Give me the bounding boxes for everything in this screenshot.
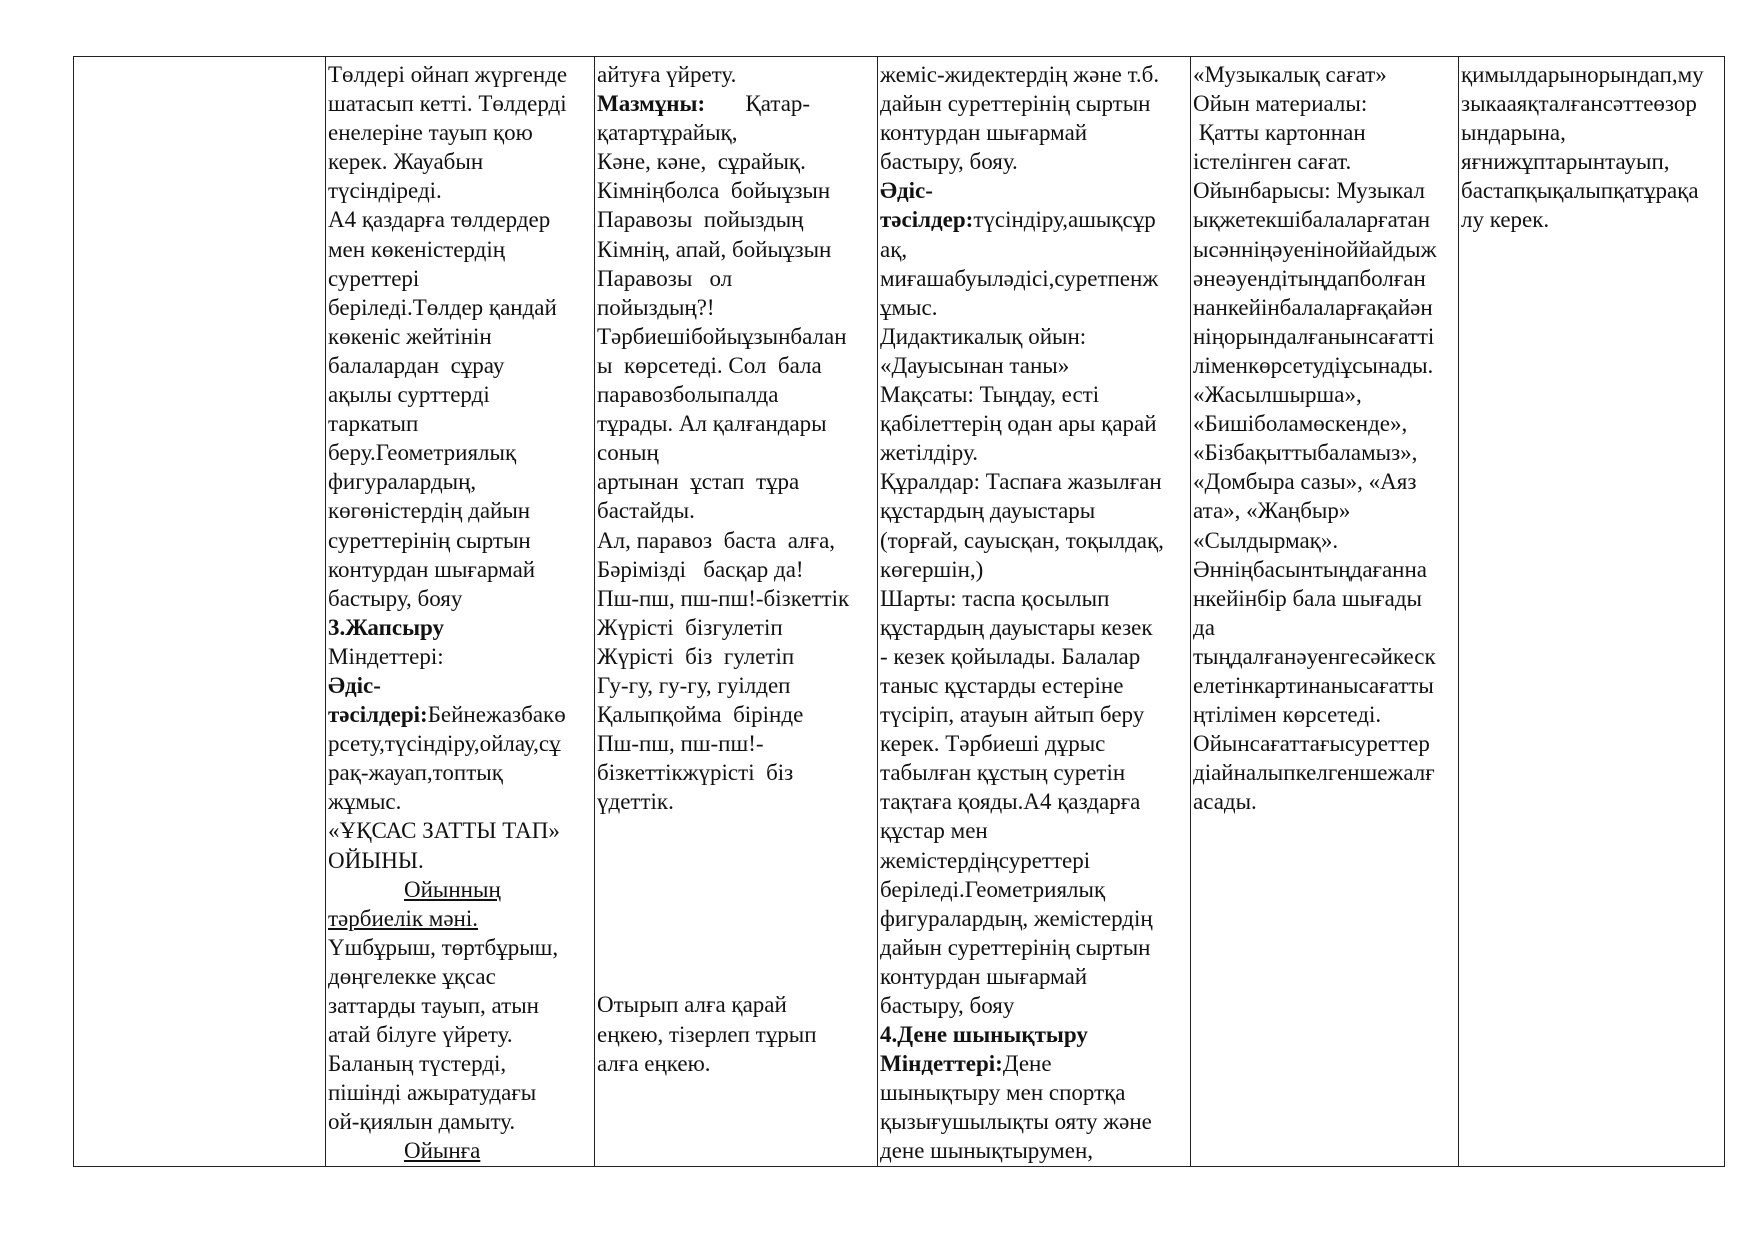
text-line: ңтілімен көрсетеді.	[1193, 702, 1382, 728]
text-line: контурдан шығармай	[328, 556, 536, 582]
text-block	[880, 235, 1190, 1021]
text-line: рақ-жауап,топтық	[328, 760, 503, 786]
spacer	[597, 816, 877, 990]
text-line: Тәрбиешібойыұзынбалан	[597, 323, 847, 349]
text-line: «Бишіболамөскенде»,	[1193, 411, 1408, 437]
text-line: тыңдалғанәуенгесәйкеск	[1193, 643, 1436, 669]
methods-label: Әдіс-	[328, 672, 381, 698]
text-line: Гу-гу, гу-гу, гуілдеп	[597, 672, 791, 698]
text-line: әнеәуендітыңдапболған	[1193, 265, 1426, 291]
section-heading: 4.Дене шынықтыру	[880, 1022, 1088, 1048]
tasks-label: Міндеттері:	[880, 1051, 1003, 1077]
text-line: үдеттік.	[597, 789, 674, 815]
text-line: Паравозы пойыздың	[597, 207, 804, 233]
text-line: Отырып алға қарай	[597, 992, 787, 1018]
text-line: Дидактикалық ойын:	[880, 323, 1087, 349]
text-line: ықжетекшібалаларғатан	[1193, 207, 1431, 233]
text-line: беріледі.Төлдер қандай	[328, 294, 557, 320]
text-line: шатасып кетті. Төлдерді	[328, 91, 567, 117]
text-line: «Музыкалық сағат»	[1193, 62, 1387, 87]
text-line: Ойынбарысы: Музыкал	[1193, 178, 1425, 204]
text-line: құстардың дауыстары	[880, 498, 1096, 524]
text-line: соның	[597, 440, 659, 466]
text-block	[328, 729, 594, 874]
text-line: (торғай, сауысқан, тоқылдақ,	[880, 527, 1164, 553]
text-block	[880, 60, 1190, 176]
text-line: тақтаға қояды.А4 қаздарға	[880, 789, 1141, 815]
text-line: Жүрісті біз гулетіп	[597, 643, 795, 669]
text-line: А4 қаздарға төлдердер	[328, 207, 551, 233]
text-line: ліменкөрсетудіұсынады.	[1193, 352, 1434, 378]
text-line: бастайды.	[597, 498, 695, 524]
text-line: - кезек қойылады. Балалар	[880, 643, 1141, 669]
text-line: Шарты: таспа қосылып	[880, 585, 1110, 611]
text-line: мен көкеністердің	[328, 236, 506, 262]
methods-label-cont: тәсілдер:	[880, 207, 974, 233]
text-line: ақ,	[880, 236, 908, 262]
text-line: Кәне, кәне, сұрайық.	[597, 149, 806, 175]
text-line: Әнніңбасынтыңдағанна	[1193, 556, 1427, 582]
text-block	[597, 990, 877, 1077]
text-line: атай білуге үйрету.	[328, 1022, 513, 1048]
text-line: бастыру, бояу	[880, 993, 1015, 1018]
text-line: «Сылдырмақ».	[1193, 527, 1339, 553]
text-line: көгершін,)	[880, 556, 984, 582]
text-line: «Дауысынан таны»	[880, 352, 1070, 378]
text-line: ысәнніңәуеніноййайдыж	[1193, 236, 1437, 262]
text-line: суреттері	[328, 265, 420, 291]
text-line: Паравозы ол	[597, 265, 733, 291]
text-line: елетінкартинанысағатты	[1193, 672, 1434, 698]
table-cell-activities-3	[595, 57, 878, 1167]
text-line: алға еңкею.	[597, 1050, 711, 1076]
text-line: нкейінбір бала шығады	[1193, 585, 1422, 611]
text-line: жұмыс.	[328, 789, 402, 815]
text-line: беру.Геометриялық	[328, 440, 517, 466]
text-line: қатартұрайық,	[597, 120, 738, 146]
text-line: беріледі.Геометриялық	[880, 876, 1106, 902]
text-line: Мақсаты: Тыңдау, есті	[880, 382, 1100, 408]
text-line: таркатып	[328, 411, 419, 437]
text-line: Пш-пш, пш-пш!-бізкеттік	[597, 585, 850, 611]
text-line: Кімніңболса бойыұзын	[597, 178, 831, 204]
text-line: пішінді ажыратудағы	[328, 1080, 537, 1106]
text-line: паравозболыпалда	[597, 382, 779, 408]
text-line: ата», «Жаңбыр»	[1193, 498, 1351, 524]
text-line: жетілдіру.	[880, 440, 978, 466]
text-line: керек. Тәрбиеші дұрыс	[880, 731, 1106, 757]
text-line: көгөністердің дайын	[328, 498, 531, 524]
text-line: зыкааяқталғансәттеөзор	[1461, 91, 1697, 117]
text-line: рсету,түсіндіру,ойлау,сұ	[328, 731, 561, 757]
text-line: шынықтыру мен спортқа	[880, 1080, 1126, 1106]
table-cell-activities-6	[1459, 57, 1725, 1167]
text-line: асады.	[1193, 789, 1257, 815]
text-line: қызығушылықты ояту және	[880, 1109, 1152, 1135]
text-line: ОЙЫНЫ.	[328, 847, 424, 873]
text-line: Жүрісті бізгулетіп	[597, 614, 783, 640]
text-line: Ойынсағаттағысуреттер	[1193, 731, 1430, 757]
text-line: ындарына,	[1461, 120, 1566, 146]
game-subtitle: Ойынға	[404, 1138, 481, 1164]
text-line: «Бізбақыттыбаламыз»,	[1193, 440, 1418, 466]
content-text: Қатар-	[705, 91, 811, 117]
text-line: жемістердіңсуреттері	[880, 847, 1091, 873]
text-line: көкеніс жейтінін	[328, 323, 492, 349]
text-line: керек. Жауабын	[328, 149, 484, 175]
text-block	[880, 1078, 1190, 1165]
text-line: бізкеттікжүрісті біз	[597, 760, 794, 786]
text-line: балалардан сұрау	[328, 352, 505, 378]
text-line: бастыру, бояу.	[880, 149, 1018, 175]
text-line: қабілеттерің одан ары қарай	[880, 411, 1157, 437]
text-line: «ҰҚСАС ЗАТТЫ ТАП»	[328, 818, 560, 844]
text-line: таныс құстарды естеріне	[880, 672, 1124, 698]
text-line: Ойын материалы:	[1193, 91, 1368, 117]
text-line: еңкею, тізерлеп тұрып	[597, 1021, 817, 1047]
text-line: дене шынықтырумен,	[880, 1138, 1093, 1164]
text-line: табылған құстың суретін	[880, 760, 1126, 786]
tasks-label: Міндеттері:	[328, 643, 444, 669]
text-line: нанкейінбалаларғақайән	[1193, 294, 1433, 320]
text-line: фигуралардың, жемістердің	[880, 905, 1153, 931]
text-line: Құралдар: Таспаға жазылған	[880, 469, 1162, 495]
text-line: құстардың дауыстары кезек	[880, 614, 1153, 640]
table-cell-activities-2	[326, 57, 595, 1167]
text-block	[1193, 60, 1458, 816]
text-line: Пш-пш, пш-пш!-	[597, 731, 764, 757]
text-line: Төлдері ойнап жүргенде	[328, 62, 568, 87]
content-label: Мазмұны:	[597, 91, 706, 117]
text-line: Баланың түстерді,	[328, 1051, 507, 1077]
text-line: «Жасылшырша»,	[1193, 382, 1362, 408]
methods-text: түсіндіру,ашықсұр	[973, 207, 1156, 233]
text-line: бастыру, бояу	[328, 585, 463, 611]
text-line: енелеріне тауып қою	[328, 120, 533, 146]
text-line: лу керек.	[1461, 207, 1550, 233]
table-cell-empty	[74, 57, 326, 1167]
text-line: тұрады. Ал қалғандары	[597, 411, 827, 437]
text-line: ой-қиялын дамыту.	[328, 1109, 516, 1135]
text-line: заттарды тауып, атын	[328, 993, 539, 1018]
text-block	[328, 933, 594, 1137]
text-line: контурдан шығармай	[880, 120, 1088, 146]
text-line: түсіндіреді.	[328, 178, 442, 204]
methods-label: Әдіс-	[880, 178, 933, 204]
text-line: жеміс-жидектердің және т.б.	[880, 62, 1160, 87]
game-title: Ойынның	[404, 876, 501, 902]
game-title-cont: тәрбиелік мәні.	[328, 905, 478, 931]
text-line: миғашабуылəдісі,суретпенж	[880, 265, 1159, 291]
text-line: Үшбұрыш, төртбұрыш,	[328, 934, 559, 960]
table-cell-activities-5	[1191, 57, 1459, 1167]
text-line: «Домбыра сазы», «Аяз	[1193, 469, 1417, 495]
text-line: құстар мен	[880, 818, 988, 844]
text-line: контурдан шығармай	[880, 963, 1088, 989]
section-heading: 3.Жапсыру	[328, 614, 445, 640]
text-block	[328, 60, 594, 613]
text-line: ы көрсетеді. Сол бала	[597, 352, 822, 378]
table-cell-activities-4	[878, 57, 1191, 1167]
first-line: айтуға үйрету.	[597, 62, 737, 87]
text-line: Бәрімізді басқар да!	[597, 556, 804, 582]
text-line: яғнижұптарынтауып,	[1461, 149, 1670, 175]
text-line: дайын суреттерінің сыртын	[880, 934, 1151, 960]
text-line: істелінген сағат.	[1193, 149, 1352, 175]
text-line: фигуралардың,	[328, 469, 477, 495]
text-line: дайын суреттерінің сыртын	[880, 91, 1151, 117]
methods-label-cont: тәсілдері:	[328, 702, 428, 728]
text-line: бастапқықалыпқатұрақа	[1461, 178, 1699, 204]
text-block	[597, 118, 877, 816]
text-line: ақылы сурттерді	[328, 382, 490, 408]
text-line: қимылдарынорындап,му	[1461, 62, 1704, 87]
text-line: түсіріп, атауын айтып беру	[880, 702, 1145, 728]
text-line: Қалыпқойма бірінде	[597, 702, 804, 728]
tasks-text: Дене	[1002, 1051, 1052, 1077]
text-line: артынан ұстап тұра	[597, 469, 800, 495]
text-line: да	[1193, 614, 1215, 640]
text-line: Қатты картоннан	[1193, 120, 1366, 146]
text-line: Кімнің, апай, бойыұзын	[597, 236, 832, 262]
text-line: ұмыс.	[880, 294, 938, 320]
text-line: суреттерінің сыртын	[328, 527, 531, 553]
text-line: Ал, паравоз баста алға,	[597, 527, 836, 553]
text-line: пойыздың?!	[597, 294, 715, 320]
text-block	[1461, 60, 1724, 235]
text-line: дөңгелекке ұқсас	[328, 963, 496, 989]
text-line: ніңорындалғанынсағатті	[1193, 323, 1435, 349]
text-line: діайналыпкелгеншежалғ	[1193, 760, 1435, 786]
lesson-plan-table	[73, 56, 1725, 1167]
methods-text: Бейнежазбакө	[427, 702, 566, 728]
